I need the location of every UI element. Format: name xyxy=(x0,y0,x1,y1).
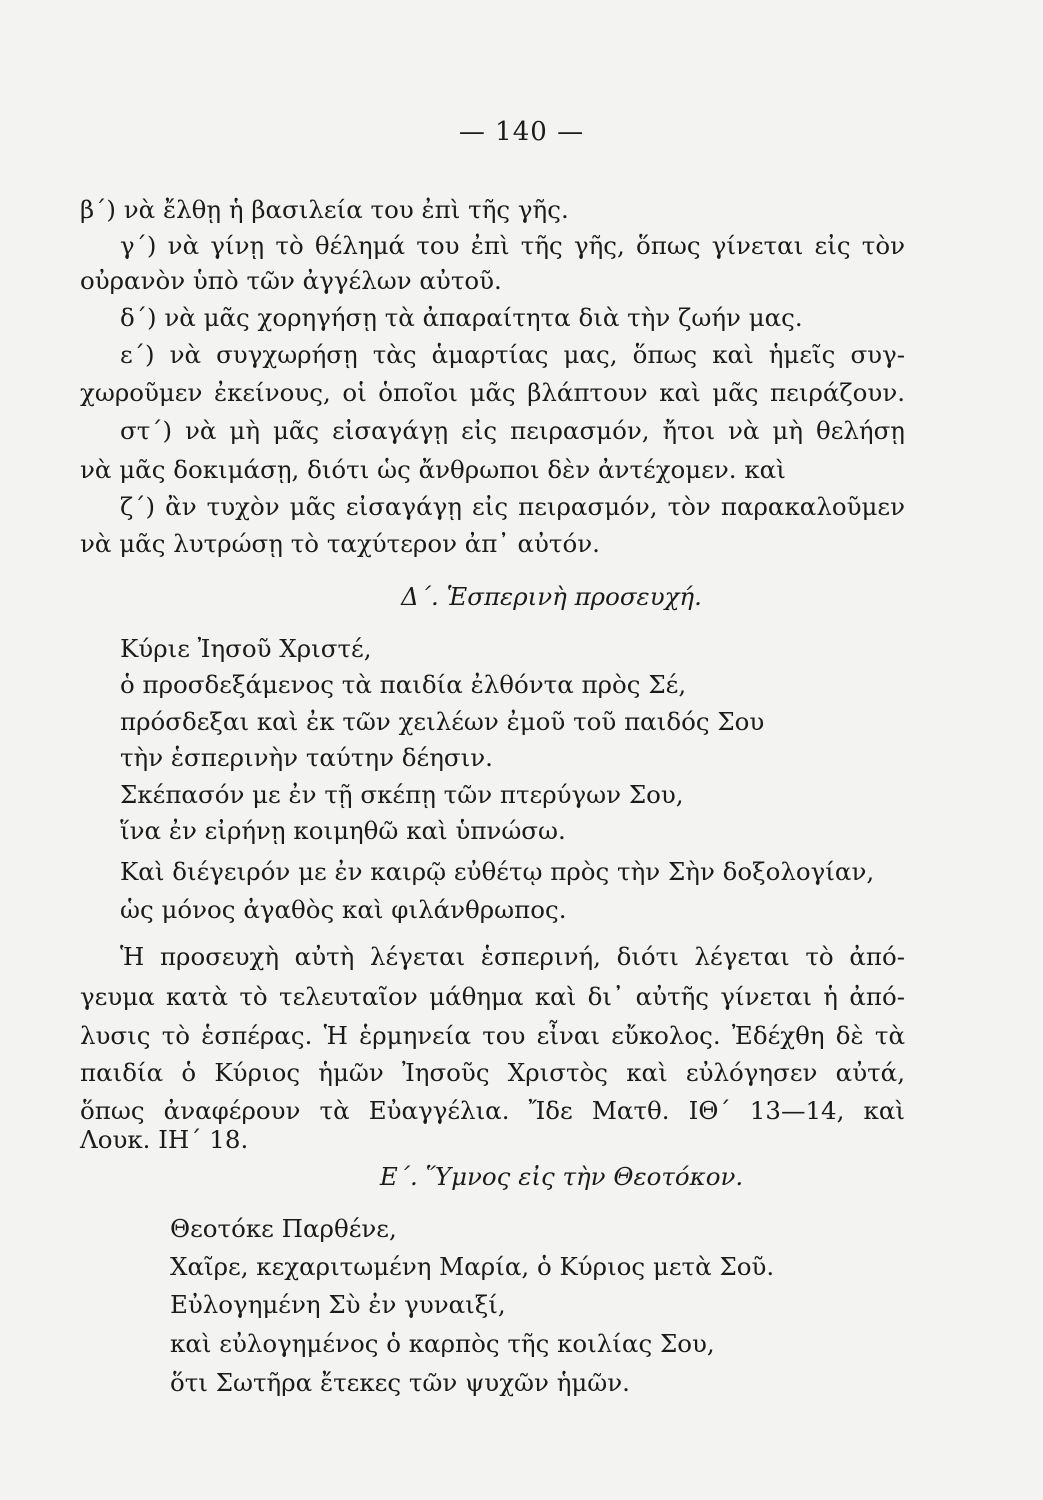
prayer-line: πρόσδεξαι καὶ ἐκ τῶν χειλέων ἐμοῦ τοῦ παιδός Σου xyxy=(120,707,765,736)
text-line: ζ΄) ἂν τυχὸν μᾶς εἰσαγάγῃ εἰς πειρασμόν, τὸν παρακαλοῦμεν xyxy=(120,492,905,521)
prayer-line: Καὶ διέγειρόν με ἐν καιρῷ εὐθέτῳ πρὸς τὴν Σὴν δοξολογίαν, xyxy=(120,857,875,886)
explanation-line: Ἡ προσευχὴ αὐτὴ λέγεται ἑσπερινή, διότι λέγεται τὸ ἀπό- xyxy=(120,942,905,971)
explanation-line: παιδία ὁ Κύριος ἡμῶν Ἰησοῦς Χριστὸς καὶ εὐλόγησεν αὐτά, xyxy=(80,1058,905,1087)
prayer-line: Σκέπασόν με ἐν τῇ σκέπῃ τῶν πτερύγων Σου, xyxy=(120,780,684,809)
explanation-line: ὅπως ἀναφέρουν τὰ Εὐαγγέλια. Ἴδε Ματθ. ΙΘ΄ 13—14, καὶ xyxy=(80,1096,905,1125)
page-number: — 140 — xyxy=(458,117,585,147)
prayer-line: ὁ προσδεξάμενος τὰ παιδία ἐλθόντα πρὸς Σέ, xyxy=(120,670,687,699)
text-line: ε΄) νὰ συγχωρήσῃ τὰς ἁμαρτίας μας, ὅπως καὶ ἡμεῖς συγ- xyxy=(120,340,905,369)
explanation-line: λυσις τὸ ἑσπέρας. Ἡ ἑρμηνεία του εἶναι εὔκολος. Ἐδέχθη δὲ τὰ xyxy=(80,1021,905,1050)
text-line: νὰ μᾶς λυτρώσῃ τὸ ταχύτερον ἀπ᾽ αὐτόν. xyxy=(80,529,600,558)
text-line: χωροῦμεν ἐκείνους, οἱ ὁποῖοι μᾶς βλάπτουν καὶ μᾶς πειράζουν. xyxy=(80,378,905,407)
hymn-line: καὶ εὐλογημένος ὁ καρπὸς τῆς κοιλίας Σου, xyxy=(170,1329,715,1358)
hymn-line: Χαῖρε, κεχαριτωμένη Μαρία, ὁ Κύριος μετὰ Σοῦ. xyxy=(170,1252,775,1281)
text-line: β΄) νὰ ἔλθῃ ἡ βασιλεία του ἐπὶ τῆς γῆς. xyxy=(80,195,569,224)
section-heading-evening-prayer: Δ΄. Ἑσπερινὴ προσευχή. xyxy=(401,582,702,611)
prayer-line: τὴν ἑσπερινὴν ταύτην δέησιν. xyxy=(120,743,493,772)
hymn-line: ὅτι Σωτῆρα ἔτεκες τῶν ψυχῶν ἡμῶν. xyxy=(170,1368,630,1397)
explanation-line: Λουκ. ΙΗ΄ 18. xyxy=(80,1125,249,1154)
explanation-line: γευμα κατὰ τὸ τελευταῖον μάθημα καὶ δι᾽ αὐτῆς γίνεται ἡ ἀπό- xyxy=(80,982,905,1011)
prayer-line: ὡς μόνος ἀγαθὸς καὶ φιλάνθρωπος. xyxy=(120,895,567,924)
prayer-line: ἵνα ἐν εἰρήνῃ κοιμηθῶ καὶ ὑπνώσω. xyxy=(120,816,566,845)
text-line: γ΄) νὰ γίνῃ τὸ θέλημά του ἐπὶ τῆς γῆς, ὅπως γίνεται εἰς τὸν xyxy=(120,231,905,260)
text-line: νὰ μᾶς δοκιμάσῃ, διότι ὡς ἄνθρωποι δὲν ἀντέχομεν. καὶ xyxy=(80,455,786,484)
section-heading-hymn: Ε΄. Ὕμνος εἰς τὴν Θεοτόκον. xyxy=(379,1162,744,1191)
text-line: στ΄) νὰ μὴ μᾶς εἰσαγάγῃ εἰς πειρασμόν, ἤτοι νὰ μὴ θελήσῃ xyxy=(120,416,905,445)
hymn-line: Εὐλογημένη Σὺ ἐν γυναιξί, xyxy=(170,1290,506,1319)
text-line: δ΄) νὰ μᾶς χορηγήσῃ τὰ ἀπαραίτητα διὰ τὴν ζωήν μας. xyxy=(120,303,803,332)
hymn-line: Θεοτόκε Παρθένε, xyxy=(170,1214,397,1243)
text-line: οὐρανὸν ὑπὸ τῶν ἀγγέλων αὐτοῦ. xyxy=(80,266,502,295)
prayer-line: Κύριε Ἰησοῦ Χριστέ, xyxy=(120,634,372,663)
